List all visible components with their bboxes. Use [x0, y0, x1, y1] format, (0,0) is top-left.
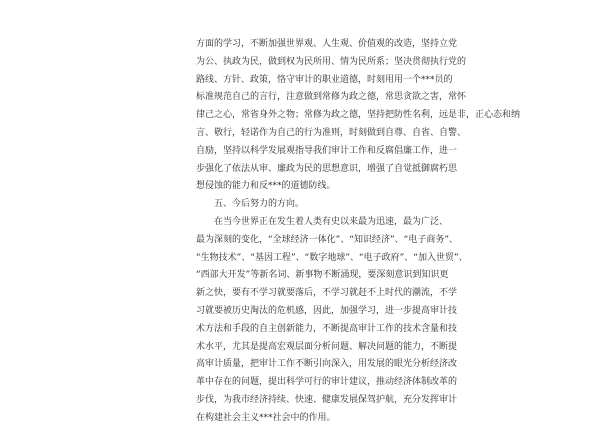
document-line: 五、今后努力的方向。: [214, 199, 305, 210]
document-line: 言、敬行，轻诺作为自己的行为准则，时刻做到自尊、自省、自警、: [196, 127, 467, 138]
document-line: 术方法和手段的自主创新能力，不断提高审计工作的技术含量和技: [196, 323, 458, 334]
document-line: 自励，坚持以科学发展观指导我们审计工作和反腐倡廉工作，进一: [196, 145, 458, 156]
document-line: 步伐，为我市经济持续、快速、健康发展保驾护航，充分发挥审计: [196, 394, 458, 405]
document-line: 想侵蚀的能力和反***的道德防线。: [196, 181, 336, 192]
document-line: 新之快，要有不学习就要落后，不学习就赶不上时代的潮流，不学: [196, 288, 458, 299]
document-line: 高审计质量，把审计工作不断引向深入，用发展的眼光分析经济改: [196, 359, 458, 370]
document-line: 在当今世界正在发生着人类有史以来最为迅速，最为广泛、: [214, 216, 449, 227]
document-line: 在构建社会主义***社会中的作用。: [196, 412, 336, 423]
document-line: 标准规范自己的言行，注意做到常修为政之德，常思贪欲之害，常怀: [196, 92, 467, 103]
document-line: 律己之心，常省身外之物；常修为政之德，坚持把防性名利，远是非，正心态和纳: [196, 110, 521, 121]
document-line: 最为深刻的变化，“全球经济一体化”、“知识经济”、“电子商务”、: [196, 234, 458, 245]
document-line: “生物技术”、“基因工程”、“数字地球”、“电子政府”、“加入世贸”、: [196, 252, 468, 263]
document-line: 习就要被历史淘汰的危机感，因此，加强学习，进一步提高审计技: [196, 305, 458, 316]
document-line: 革中存在的问题，提出科学可行的审计建议，推动经济体制改革的: [196, 377, 458, 388]
document-line: 路线、方针、政策，恪守审计的职业道德，时刻用用一个***员的: [196, 74, 453, 85]
document-line: 术水平，尤其是提高宏观层面分析问题、解决问题的能力，不断提: [196, 341, 458, 352]
document-body: [196, 36, 521, 428]
document-line: “西部大开发”等新名词、新事物不断涌现，要深刻意识到知识更: [196, 270, 449, 281]
document-line: 为公、执政为民，做到权为民所用、情为民所系；坚决贯彻执行党的: [196, 56, 467, 67]
document-line: 步强化了依法从审、廉政为民的思想意识，增强了自觉抵御腐朽思: [196, 163, 458, 174]
document-line: 方面的学习，不断加强世界观、人生观、价值观的改造，坚持立党: [196, 39, 458, 49]
